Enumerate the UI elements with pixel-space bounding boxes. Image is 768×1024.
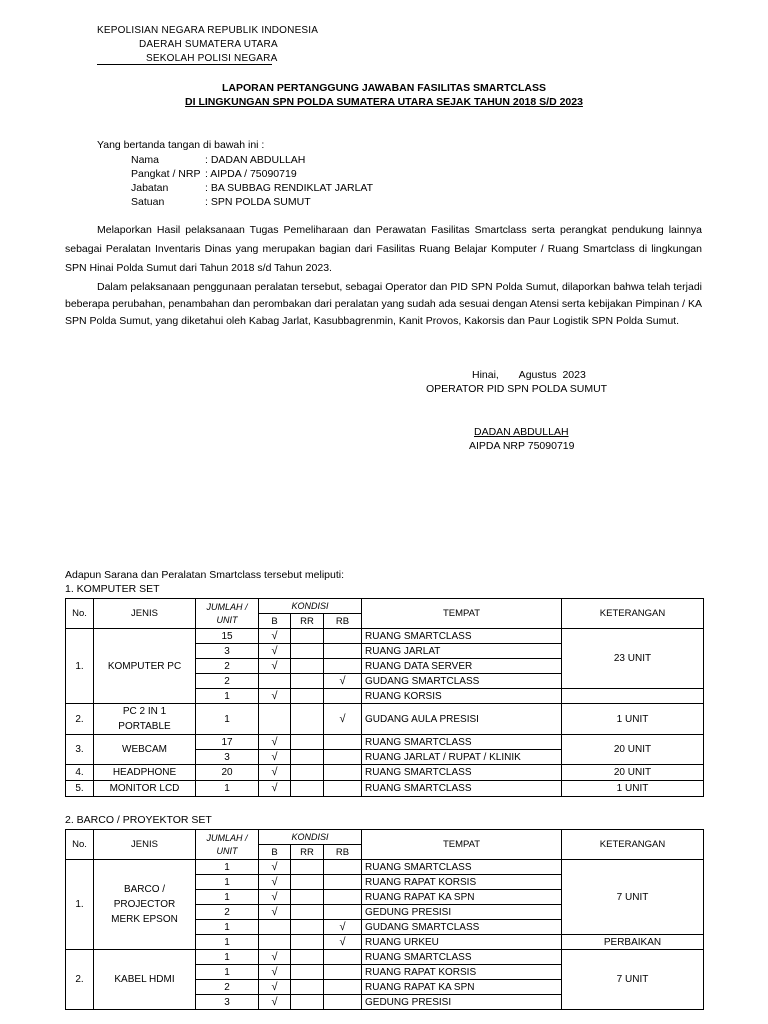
header-b: B — [259, 845, 291, 860]
row-tempat: RUANG RAPAT KA SPN — [362, 890, 562, 905]
row-kondisi-b: √ — [259, 781, 291, 797]
row-tempat: GUDANG AULA PRESISI — [362, 704, 562, 735]
row-keterangan: 7 UNIT — [562, 950, 704, 1010]
row-kondisi-rr — [291, 950, 324, 965]
row-jenis — [94, 629, 196, 704]
row-tempat: RUANG URKEU — [362, 935, 562, 950]
row-kondisi-rr — [291, 659, 324, 674]
row-kondisi-rr — [291, 781, 324, 797]
row-kondisi-b: √ — [259, 689, 291, 704]
signature-role: OPERATOR PID SPN POLDA SUMUT — [426, 383, 608, 395]
jenis-line: MONITOR LCD — [109, 783, 180, 794]
row-keterangan: 20 UNIT — [562, 765, 704, 781]
row-kondisi-rb — [324, 644, 362, 659]
row-tempat: RUANG SMARTCLASS — [362, 950, 562, 965]
report-title-line-2: DI LINGKUNGAN SPN POLDA SUMATERA UTARA SEJAK TAHUN 2018 S/D 2023 — [185, 96, 583, 108]
row-kondisi-rr — [291, 965, 324, 980]
row-no: 5. — [66, 781, 94, 797]
row-kondisi-b: √ — [259, 735, 291, 750]
row-kondisi-rb — [324, 781, 362, 797]
identity-block — [131, 153, 373, 209]
row-kondisi-b: √ — [259, 905, 291, 920]
paragraph-2: Dalam pelaksanaan penggunaan peralatan tersebut, sebagai Operator dan PID SPN Polda Sumut, dilaporkan bahwa telah terjadi beberapa perubahan, penambahan dan perombakan dari peralatan yang sudah ada sesuai dengan Atensi serta kebijakan Pimpinan / KA SPN Polda Sumut, yang diketahui oleh Kabag Jarlat, Kasubbagrenmin, Kanit Provos, Kakorsis dan Paur Logistik SPN Polda Sumut. — [65, 281, 702, 327]
row-tempat: RUANG KORSIS — [362, 689, 562, 704]
row-kondisi-rb: √ — [324, 704, 362, 735]
row-kondisi-b — [259, 704, 291, 735]
row-kondisi-b: √ — [259, 765, 291, 781]
table-row — [66, 860, 704, 875]
row-kondisi-rb — [324, 750, 362, 765]
row-jumlah: 3 — [196, 644, 259, 659]
row-jenis — [94, 950, 196, 1010]
header-tempat: TEMPAT — [362, 830, 562, 860]
header-no: No. — [66, 830, 94, 860]
row-kondisi-rb — [324, 890, 362, 905]
row-kondisi-rr — [291, 905, 324, 920]
letterhead-underline — [97, 64, 272, 65]
header-jumlah: JUMLAH / UNIT — [196, 830, 259, 860]
row-keterangan: 1 UNIT — [562, 704, 704, 735]
row-jumlah: 2 — [196, 980, 259, 995]
row-kondisi-rb — [324, 995, 362, 1010]
row-keterangan: PERBAIKAN — [562, 935, 704, 950]
row-keterangan: 7 UNIT — [562, 860, 704, 935]
row-jumlah: 1 — [196, 950, 259, 965]
row-kondisi-b — [259, 920, 291, 935]
row-kondisi-b: √ — [259, 980, 291, 995]
row-kondisi-rr — [291, 735, 324, 750]
row-tempat: RUANG JARLAT / RUPAT / KLINIK — [362, 750, 562, 765]
row-jumlah: 15 — [196, 629, 259, 644]
row-tempat: RUANG SMARTCLASS — [362, 629, 562, 644]
row-kondisi-b: √ — [259, 860, 291, 875]
row-jenis — [94, 765, 196, 781]
row-kondisi-rb — [324, 629, 362, 644]
row-no: 2. — [66, 950, 94, 1010]
row-kondisi-rb — [324, 689, 362, 704]
row-jumlah: 2 — [196, 659, 259, 674]
row-kondisi-rb — [324, 905, 362, 920]
identity-row-nama: Nama : DADAN ABDULLAH — [131, 154, 306, 166]
header-jenis: JENIS — [94, 599, 196, 629]
table-row — [66, 765, 704, 781]
row-jenis — [94, 735, 196, 765]
row-kondisi-b — [259, 674, 291, 689]
row-kondisi-b: √ — [259, 629, 291, 644]
row-kondisi-rr — [291, 935, 324, 950]
row-tempat: RUANG SMARTCLASS — [362, 735, 562, 750]
row-tempat: RUANG SMARTCLASS — [362, 860, 562, 875]
barco-proyektor-table — [65, 829, 704, 1010]
header-jenis: JENIS — [94, 830, 196, 860]
row-kondisi-rr — [291, 750, 324, 765]
row-jumlah: 3 — [196, 995, 259, 1010]
header-kondisi: KONDISI — [259, 830, 362, 845]
row-tempat: RUANG RAPAT KA SPN — [362, 980, 562, 995]
header-keterangan: KETERANGAN — [562, 830, 704, 860]
table-row — [66, 950, 704, 965]
row-jumlah: 17 — [196, 735, 259, 750]
identity-row-satuan: Satuan : SPN POLDA SUMUT — [131, 196, 311, 208]
row-kondisi-rb — [324, 860, 362, 875]
jenis-line: PORTABLE — [118, 721, 171, 732]
row-kondisi-b: √ — [259, 644, 291, 659]
row-tempat: RUANG JARLAT — [362, 644, 562, 659]
row-jenis — [94, 704, 196, 735]
table-row — [66, 704, 704, 735]
identity-row-pangkat: Pangkat / NRP : AIPDA / 75090719 — [131, 168, 297, 180]
table-row — [66, 735, 704, 750]
row-jumlah: 2 — [196, 905, 259, 920]
letterhead-line-3: SEKOLAH POLISI NEGARA — [146, 53, 278, 64]
row-jumlah: 1 — [196, 689, 259, 704]
row-tempat: GUDANG SMARTCLASS — [362, 920, 562, 935]
jenis-line: WEBCAM — [122, 744, 167, 755]
row-jumlah: 1 — [196, 781, 259, 797]
row-keterangan — [562, 689, 704, 704]
row-kondisi-rr — [291, 890, 324, 905]
row-no: 4. — [66, 765, 94, 781]
row-kondisi-rb — [324, 765, 362, 781]
section-1-title: 1. KOMPUTER SET — [65, 583, 160, 595]
row-jumlah: 1 — [196, 965, 259, 980]
header-rb: RB — [324, 845, 362, 860]
row-kondisi-rr — [291, 644, 324, 659]
row-kondisi-rr — [291, 765, 324, 781]
row-tempat: RUANG DATA SERVER — [362, 659, 562, 674]
row-tempat: RUANG SMARTCLASS — [362, 765, 562, 781]
letterhead-line-1: KEPOLISIAN NEGARA REPUBLIK INDONESIA — [97, 25, 319, 36]
row-kondisi-b: √ — [259, 965, 291, 980]
row-kondisi-rr — [291, 689, 324, 704]
row-jenis — [94, 860, 196, 950]
header-jumlah: JUMLAH / UNIT — [196, 599, 259, 629]
row-kondisi-b: √ — [259, 659, 291, 674]
row-kondisi-b: √ — [259, 950, 291, 965]
row-tempat: RUANG SMARTCLASS — [362, 781, 562, 797]
row-keterangan: 23 UNIT — [562, 629, 704, 689]
row-kondisi-rb: √ — [324, 674, 362, 689]
row-kondisi-rb — [324, 735, 362, 750]
header-kondisi: KONDISI — [259, 599, 362, 614]
row-tempat: GEDUNG PRESISI — [362, 905, 562, 920]
row-kondisi-rr — [291, 875, 324, 890]
table-row — [66, 629, 704, 644]
intro-text: Yang bertanda tangan di bawah ini : — [97, 139, 265, 151]
row-jumlah: 2 — [196, 674, 259, 689]
row-kondisi-rb — [324, 875, 362, 890]
barco-proyektor-table-body — [66, 860, 704, 1010]
row-tempat: RUANG RAPAT KORSIS — [362, 965, 562, 980]
row-kondisi-rr — [291, 920, 324, 935]
row-jumlah: 1 — [196, 860, 259, 875]
report-title-line-1: LAPORAN PERTANGGUNG JAWABAN FASILITAS SMARTCLASS — [222, 82, 546, 94]
row-kondisi-rr — [291, 629, 324, 644]
row-kondisi-rb — [324, 980, 362, 995]
row-kondisi-b — [259, 935, 291, 950]
list-intro: Adapun Sarana dan Peralatan Smartclass tersebut meliputi: — [65, 569, 344, 581]
row-tempat: GEDUNG PRESISI — [362, 995, 562, 1010]
header-rr: RR — [291, 614, 324, 629]
header-rr: RR — [291, 845, 324, 860]
row-no: 2. — [66, 704, 94, 735]
section-2-title: 2. BARCO / PROYEKTOR SET — [65, 814, 212, 826]
row-kondisi-rr — [291, 995, 324, 1010]
row-jenis — [94, 781, 196, 797]
letterhead-line-2: DAERAH SUMATERA UTARA — [139, 39, 278, 50]
komputer-set-table-body — [66, 629, 704, 797]
jenis-line: KOMPUTER PC — [107, 660, 182, 672]
jenis-line: PROJECTOR — [113, 899, 176, 910]
jenis-line: PC 2 IN 1 — [122, 706, 167, 717]
jenis-line: MERK EPSON — [111, 914, 178, 925]
row-kondisi-rr — [291, 674, 324, 689]
row-kondisi-b: √ — [259, 995, 291, 1010]
header-b: B — [259, 614, 291, 629]
jenis-line: BARCO / — [123, 884, 166, 895]
jenis-line: KABEL HDMI — [114, 974, 175, 985]
row-jumlah: 1 — [196, 935, 259, 950]
row-jumlah: 1 — [196, 704, 259, 735]
row-tempat: RUANG RAPAT KORSIS — [362, 875, 562, 890]
signature-name: DADAN ABDULLAH — [474, 426, 569, 438]
paragraph-1: Melaporkan Hasil pelaksanaan Tugas Pemeliharaan dan Perawatan Fasilitas Smartclass serta perangkat pendukung lainnya sebagai Peralatan Inventaris Dinas yang merupakan bagian dari Fasilitas Ruang Belajar Komputer / Ruang Smartclass di lingkungan SPN Hinai Polda Sumut dari Tahun 2018 s/d Tahun 2023. — [65, 224, 702, 274]
komputer-set-table — [65, 598, 704, 797]
row-no: 1. — [66, 629, 94, 704]
row-kondisi-rr — [291, 704, 324, 735]
row-kondisi-rb — [324, 659, 362, 674]
row-keterangan: 20 UNIT — [562, 735, 704, 765]
row-jumlah: 1 — [196, 890, 259, 905]
jenis-line: HEADPHONE — [112, 767, 177, 778]
row-kondisi-b: √ — [259, 890, 291, 905]
row-kondisi-rr — [291, 860, 324, 875]
row-kondisi-b: √ — [259, 875, 291, 890]
header-no: No. — [66, 599, 94, 629]
signature-rank: AIPDA NRP 75090719 — [469, 440, 575, 452]
header-rb: RB — [324, 614, 362, 629]
identity-row-jabatan: Jabatan : BA SUBBAG RENDIKLAT JARLAT — [131, 182, 374, 194]
row-kondisi-rr — [291, 980, 324, 995]
row-keterangan: 1 UNIT — [562, 781, 704, 797]
row-kondisi-rb: √ — [324, 935, 362, 950]
row-jumlah: 3 — [196, 750, 259, 765]
header-tempat: TEMPAT — [362, 599, 562, 629]
row-no: 1. — [66, 860, 94, 950]
row-jumlah: 1 — [196, 875, 259, 890]
row-kondisi-rb — [324, 950, 362, 965]
row-no: 3. — [66, 735, 94, 765]
table-row — [66, 781, 704, 797]
row-kondisi-rb — [324, 965, 362, 980]
row-jumlah: 20 — [196, 765, 259, 781]
row-kondisi-rb: √ — [324, 920, 362, 935]
row-tempat: GUDANG SMARTCLASS — [362, 674, 562, 689]
row-jumlah: 1 — [196, 920, 259, 935]
header-keterangan: KETERANGAN — [562, 599, 704, 629]
row-kondisi-b: √ — [259, 750, 291, 765]
signature-place-date: Hinai, Agustus 2023 — [472, 369, 586, 381]
